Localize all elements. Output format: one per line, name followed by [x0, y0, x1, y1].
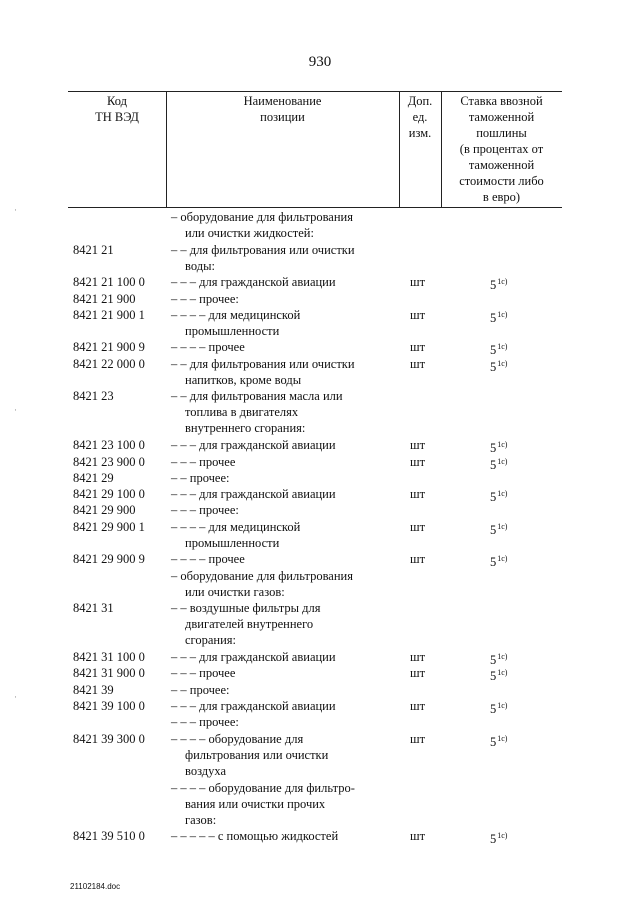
hs-code: 8421 22 000 0 [73, 356, 145, 371]
hs-code: 8421 23 100 0 [73, 438, 145, 453]
table-row [0, 682, 640, 698]
unit-value: шт [410, 519, 426, 534]
header-name: Наименование позиции [243, 94, 322, 124]
duty-rate: $5^{1с)}$ [490, 342, 508, 358]
position-name: – оборудование для фильтрования или очистки газов: [171, 568, 353, 599]
table-row [0, 307, 640, 340]
position-name: – – – – для медицинской промышленности [171, 519, 301, 550]
unit-value: шт [410, 454, 426, 469]
duty-rate-footnote: 1с) [497, 521, 508, 531]
table-row [0, 339, 640, 358]
duty-rate: $5^{1с)}$ [490, 668, 508, 684]
unit-value: шт [410, 552, 426, 567]
table-row [0, 698, 640, 714]
unit-value: шт [410, 487, 426, 502]
position-name: – – прочее: [171, 682, 230, 697]
unit-value: шт [410, 275, 426, 290]
duty-rate: $5^{1с)}$ [490, 489, 508, 505]
header-unit: Доп. ед. изм. [407, 94, 433, 140]
unit-value: шт [410, 340, 426, 355]
header-code: Код ТН ВЭД [95, 94, 139, 124]
position-name: – – для фильтрования или очистки напитков, кроме воды [171, 356, 355, 387]
hs-code: 8421 31 900 0 [73, 666, 145, 681]
duty-rate-footnote: 1с) [497, 831, 508, 841]
margin-mark: · [14, 692, 17, 702]
unit-value: шт [410, 699, 426, 713]
footer-filename: 21102184.doc [70, 882, 121, 891]
hs-code: 8421 21 900 1 [73, 307, 145, 322]
unit-value: шт [410, 356, 426, 371]
duty-rate-footnote: 1с) [497, 309, 508, 319]
table-row [0, 486, 640, 505]
hs-code: 8421 21 [73, 242, 114, 257]
table-row [0, 551, 640, 570]
unit-value: шт [410, 829, 426, 844]
hs-code: 8421 23 [73, 389, 114, 404]
duty-rate: $5^{1с)}$ [490, 831, 508, 847]
duty-rate-footnote: 1с) [497, 733, 508, 743]
position-name: – – – прочее [171, 454, 236, 469]
table-header-bottom-border [68, 207, 562, 208]
margin-mark: · [14, 205, 17, 215]
position-name: – – – – прочее [171, 552, 245, 567]
table-row [0, 780, 640, 829]
duty-rate: $5^{1с)}$ [490, 309, 508, 325]
table-row [0, 828, 640, 847]
duty-rate-footnote: 1с) [497, 668, 508, 678]
duty-rate-footnote: 1с) [497, 652, 508, 662]
hs-code: 8421 39 300 0 [73, 731, 145, 746]
table-row [0, 502, 640, 518]
position-name: – – воздушные фильтры для двигателей внутреннего сгорания: [171, 601, 321, 648]
duty-rate: $5^{1с)}$ [490, 733, 508, 749]
position-name: – – – – оборудование для фильтро- вания или очистки прочих газов: [171, 780, 355, 827]
duty-rate: $5^{1с)}$ [490, 652, 508, 668]
position-name: – – – – прочее [171, 340, 245, 355]
duty-rate-footnote: 1с) [497, 554, 508, 564]
position-name: – – – для гражданской авиации [171, 699, 336, 713]
duty-rate: $5^{1с)}$ [490, 456, 508, 472]
position-name: – оборудование для фильтрования или очистки жидкостей: [171, 210, 353, 240]
hs-code: 8421 29 [73, 470, 114, 485]
duty-rate-footnote: 1с) [497, 277, 508, 287]
duty-rate: $5^{1с)}$ [490, 554, 508, 570]
table-row [0, 242, 640, 275]
margin-mark: · [14, 405, 17, 415]
table-row [0, 519, 640, 552]
unit-value: шт [410, 307, 426, 322]
table-row [0, 454, 640, 470]
position-name: – – – для гражданской авиации [171, 275, 336, 290]
unit-value: шт [410, 438, 426, 453]
hs-code: 8421 29 900 9 [73, 552, 145, 567]
duty-rate: $5^{1с)}$ [490, 701, 508, 716]
position-name: – – для фильтрования масла или топлива в двигателях внутреннего сгорания: [171, 389, 343, 436]
table-top-border [68, 91, 562, 92]
hs-code: 8421 21 900 9 [73, 340, 145, 355]
hs-code: 8421 39 510 0 [73, 829, 145, 844]
position-name: – – – для гражданской авиации [171, 650, 336, 665]
duty-rate-footnote: 1с) [497, 456, 508, 466]
unit-value: шт [410, 731, 426, 746]
position-name: – – – – – с помощью жидкостей [171, 829, 339, 844]
table-row [0, 356, 640, 389]
position-name: – – – прочее: [171, 291, 239, 306]
position-name: – – – прочее [171, 666, 236, 681]
duty-rate-footnote: 1с) [497, 701, 508, 710]
position-name: – – – – для медицинской промышленности [171, 307, 301, 338]
table-row [0, 274, 640, 293]
hs-code: 8421 21 900 [73, 291, 136, 306]
table-row [0, 437, 640, 456]
table-row [0, 665, 640, 684]
header-rate: Ставка ввозной таможенной пошлины (в процентах от таможенной стоимости либо в евро) [459, 94, 544, 204]
hs-code: 8421 29 900 1 [73, 519, 145, 534]
position-name: – – – прочее: [171, 503, 239, 518]
duty-rate-footnote: 1с) [497, 440, 508, 450]
hs-code: 8421 29 900 [73, 503, 136, 518]
position-name: – – – прочее: [171, 715, 239, 730]
duty-rate-footnote: 1с) [497, 358, 508, 368]
hs-code: 8421 31 [73, 601, 114, 616]
hs-code: 8421 31 100 0 [73, 650, 145, 665]
duty-rate-footnote: 1с) [497, 342, 508, 352]
table-row [0, 209, 640, 242]
duty-rate-footnote: 1с) [497, 489, 508, 499]
position-name: – – – для гражданской авиации [171, 438, 336, 453]
duty-rate: $5^{1с)}$ [490, 277, 508, 293]
position-name: – – прочее: [171, 470, 230, 485]
hs-code: 8421 39 [73, 682, 114, 697]
table-row [0, 731, 640, 780]
duty-rate: $5^{1с)}$ [490, 440, 508, 456]
position-name: – – – для гражданской авиации [171, 487, 336, 502]
position-name: – – для фильтрования или очистки воды: [171, 242, 355, 273]
hs-code: 8421 29 100 0 [73, 487, 145, 502]
table-row [0, 714, 640, 730]
hs-code: 8421 23 900 0 [73, 454, 145, 469]
table-row [0, 649, 640, 668]
duty-rate: $5^{1с)}$ [490, 358, 508, 374]
position-name: – – – – оборудование для фильтрования или очистки воздуха [171, 731, 329, 778]
table-row [0, 470, 640, 486]
unit-value: шт [410, 666, 426, 681]
duty-rate: $5^{1с)}$ [490, 521, 508, 537]
page-number: 930 [308, 54, 332, 70]
table-row [0, 291, 640, 307]
table-row [0, 600, 640, 649]
table-row [0, 388, 640, 437]
hs-code: 8421 39 100 0 [73, 699, 145, 713]
hs-code: 8421 21 100 0 [73, 275, 145, 290]
unit-value: шт [410, 650, 426, 665]
table-row [0, 568, 640, 601]
